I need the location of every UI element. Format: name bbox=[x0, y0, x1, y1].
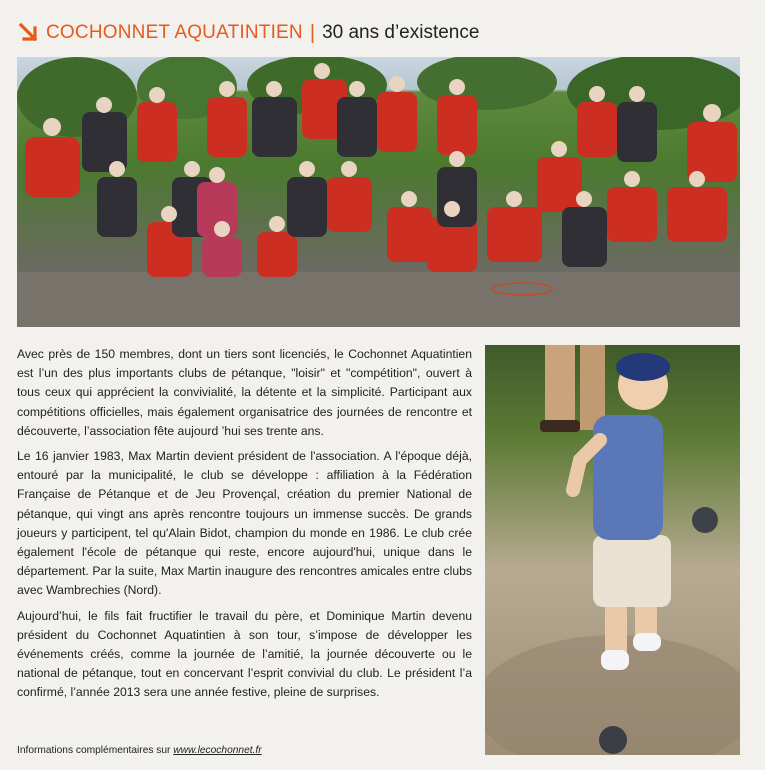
article-paragraph: Avec près de 150 membres, dont un tiers sont licenciés, le Cochonnet Aquatintien est l’un des plus importants clubs de pétanque, "loisir" et "compétition", ouvert à tous ceux qui apprécient la convivialité, la détente et la simplicité. Participant aux compétitions officielles, mais également organisatrice des journées de rencontre et découverte, l’association fête aujourd ’hui ses trente ans. bbox=[17, 347, 472, 438]
article-paragraph: Le 16 janvier 1983, Max Martin devient président de l'association. A l'époque déjà, entouré par la municipalité, le club se développe : affiliation à la Fédération Française de Pétanque et de Jeu Provençal, création du premier National de pétanque, qui vingt ans après rencontre toujours un immense succès. De grands joueurs y participent, tel qu'Alain Bidot, champion du monde en 1986. Le club crée également l'école de pétanque qui reste, encore aujourd'hui, unique dans le département. Par la suite, Max Martin inaugure des rencontres amicales entre clubs avec Wambrechies (Nord). bbox=[17, 449, 472, 598]
article-body bbox=[17, 345, 472, 709]
page-header bbox=[18, 20, 479, 46]
footer-label: Informations complémentaires sur bbox=[17, 745, 174, 756]
title-separator: | bbox=[309, 21, 316, 44]
group-photo bbox=[17, 57, 740, 327]
article-paragraph: Aujourd’hui, le fils fait fructifier le travail du père, et Dominique Martin devenu président du Cochonnet Aquatintien à son tour, s’impose de développer les événements créés, comme la journée de l’amitié, la journée découverte ou le national de pétanque, tout en concervant l’esprit convivial du club. Le président l’a confirmé, l’année 2013 sera une année festive, pleine de surprises. bbox=[17, 608, 472, 700]
arrow-down-right-icon bbox=[18, 22, 40, 44]
footer-note bbox=[17, 745, 262, 756]
child-playing-petanque-photo bbox=[485, 345, 740, 755]
website-link[interactable]: www.lecochonnet.fr bbox=[173, 745, 262, 756]
club-name: COCHONNET AQUATINTIEN bbox=[46, 22, 303, 43]
page-subtitle: 30 ans d’existence bbox=[322, 22, 480, 43]
